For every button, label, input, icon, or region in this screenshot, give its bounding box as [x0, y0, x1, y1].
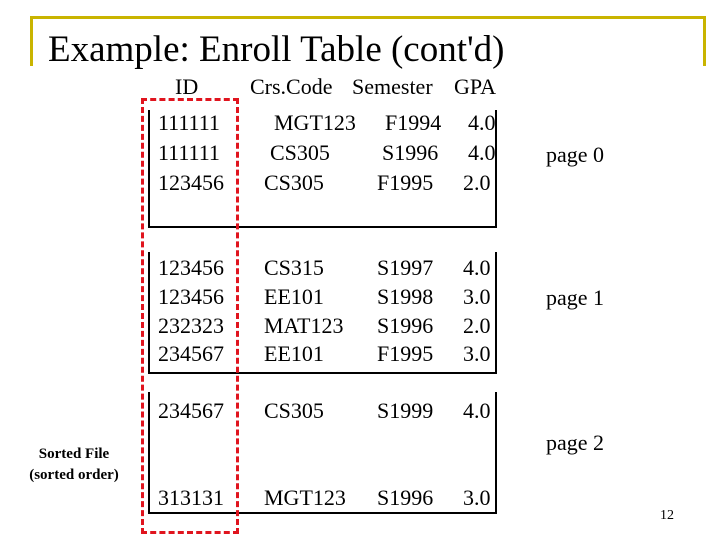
sorted-file-label-line1: Sorted File — [38, 446, 110, 462]
cell-semester: S1996 — [377, 313, 434, 338]
cell-semester: S1996 — [377, 485, 434, 510]
cell-semester: S1999 — [377, 398, 434, 423]
slide-number: 12 — [660, 508, 674, 523]
slide-frame-top — [30, 16, 706, 19]
cell-crs-code: EE101 — [264, 341, 324, 366]
cell-semester: S1998 — [377, 284, 434, 309]
header-crs-code: Crs.Code — [250, 74, 333, 99]
id-column-highlight — [141, 98, 239, 534]
header-semester: Semester — [352, 74, 433, 99]
cell-crs-code: EE101 — [264, 284, 324, 309]
cell-id: 123456 — [158, 255, 224, 280]
page-0-label: page 0 — [546, 142, 605, 167]
cell-crs-code: CS305 — [264, 398, 324, 423]
cell-id: 111111 — [158, 110, 220, 135]
cell-crs-code: CS315 — [264, 255, 324, 280]
cell-id: 234567 — [158, 398, 224, 423]
cell-gpa: 2.0 — [463, 170, 491, 195]
header-gpa: GPA — [454, 74, 496, 99]
cell-gpa: 2.0 — [463, 313, 491, 338]
cell-crs-code: CS305 — [264, 170, 324, 195]
page-1-right-border — [495, 252, 497, 374]
cell-id: 123456 — [158, 170, 224, 195]
cell-crs-code: MGT123 — [264, 485, 346, 510]
page-1-label: page 1 — [546, 285, 605, 310]
cell-id: 232323 — [158, 313, 224, 338]
cell-gpa: 4.0 — [463, 398, 491, 423]
cell-crs-code: CS305 — [270, 140, 330, 165]
cell-crs-code: MGT123 — [274, 110, 356, 135]
cell-id: 123456 — [158, 284, 224, 309]
cell-gpa: 3.0 — [463, 485, 491, 510]
sorted-file-label — [14, 444, 134, 486]
cell-gpa: 4.0 — [463, 255, 491, 280]
cell-semester: F1995 — [377, 170, 434, 195]
cell-semester: S1997 — [377, 255, 434, 280]
cell-gpa: 3.0 — [463, 341, 491, 366]
cell-gpa: 3.0 — [463, 284, 491, 309]
slide-title: Example: Enroll Table (cont'd) — [48, 28, 509, 72]
cell-crs-code: MAT123 — [264, 313, 344, 338]
cell-gpa: 4.0 — [468, 140, 496, 165]
cell-semester: F1995 — [377, 341, 434, 366]
page-2-right-border — [495, 392, 497, 514]
cell-semester: F1994 — [385, 110, 442, 135]
cell-gpa: 4.0 — [468, 110, 496, 135]
cell-semester: S1996 — [382, 140, 439, 165]
cell-id: 313131 — [158, 485, 224, 510]
slide-frame-right — [703, 16, 706, 66]
header-id: ID — [175, 74, 199, 99]
slide-frame-left — [30, 16, 33, 66]
cell-id: 111111 — [158, 140, 220, 165]
cell-id: 234567 — [158, 341, 224, 366]
sorted-file-label-line2: (sorted order) — [29, 467, 119, 483]
page-2-label: page 2 — [546, 430, 605, 455]
